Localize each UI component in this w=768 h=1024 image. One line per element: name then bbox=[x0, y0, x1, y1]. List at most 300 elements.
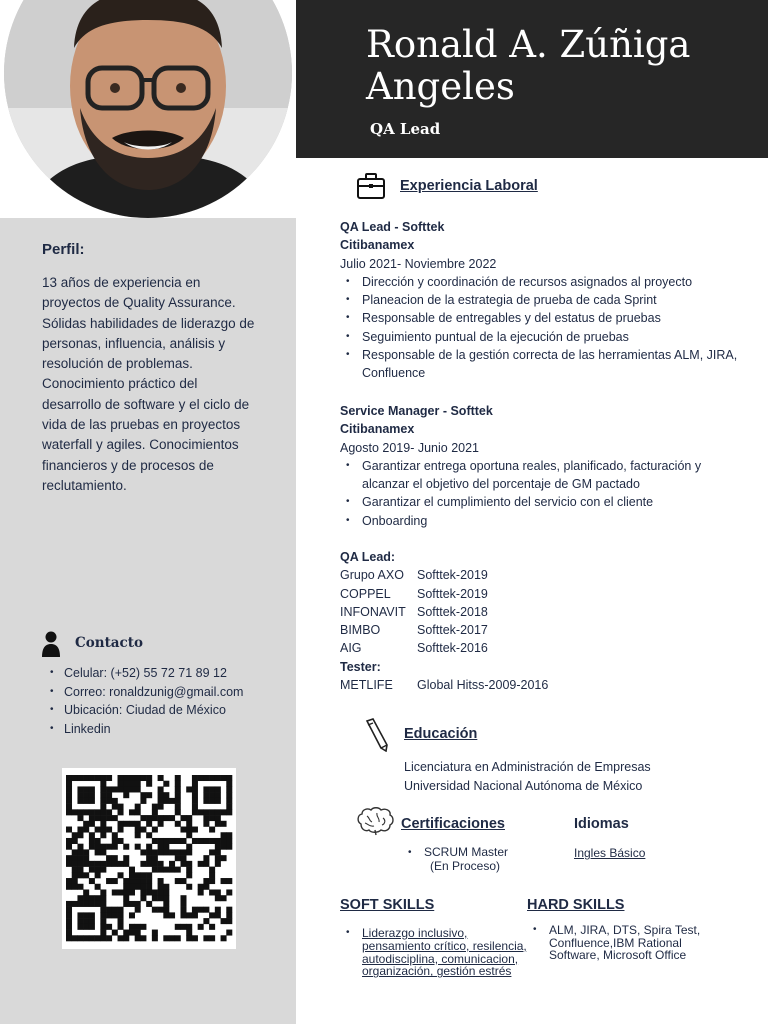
soft-skills-heading: SOFT SKILLS bbox=[340, 897, 435, 913]
qr-module bbox=[186, 861, 192, 867]
qr-module bbox=[198, 775, 204, 781]
qr-module bbox=[100, 775, 106, 781]
qr-module bbox=[129, 889, 135, 895]
qr-module bbox=[163, 849, 169, 855]
person-icon bbox=[41, 631, 61, 657]
qr-module bbox=[203, 786, 209, 792]
qr-module bbox=[118, 861, 124, 867]
qr-module bbox=[140, 872, 146, 878]
qr-module bbox=[77, 855, 83, 861]
qr-module bbox=[83, 918, 89, 924]
qr-module bbox=[66, 912, 72, 918]
qr-module bbox=[89, 821, 95, 827]
qr-module bbox=[77, 895, 83, 901]
qr-module bbox=[95, 809, 101, 815]
qr-module bbox=[135, 832, 141, 838]
qr-module bbox=[123, 821, 129, 827]
qr-module bbox=[158, 838, 164, 844]
qr-module bbox=[175, 855, 181, 861]
qr-module bbox=[198, 861, 204, 867]
certification-name: SCRUM Master bbox=[424, 845, 509, 859]
qr-module bbox=[146, 849, 152, 855]
qr-module bbox=[135, 907, 141, 913]
qr-module bbox=[152, 935, 158, 941]
job-2-client: Citibanamex bbox=[340, 422, 415, 437]
experience-heading: Experiencia Laboral bbox=[400, 178, 538, 194]
project-client: AIG bbox=[340, 641, 362, 656]
qr-module bbox=[129, 878, 135, 884]
qr-module bbox=[95, 884, 101, 890]
qr-module bbox=[123, 792, 129, 798]
table-row bbox=[340, 566, 740, 584]
qr-module bbox=[100, 832, 106, 838]
qr-module bbox=[163, 901, 169, 907]
qr-module bbox=[100, 798, 106, 804]
qr-module bbox=[169, 912, 175, 918]
pencil-icon bbox=[364, 718, 390, 752]
qr-module bbox=[198, 907, 204, 913]
qr-module bbox=[135, 781, 141, 787]
qr-module bbox=[135, 901, 141, 907]
qr-module bbox=[100, 821, 106, 827]
qr-module bbox=[72, 838, 78, 844]
qr-module bbox=[112, 798, 118, 804]
qr-module bbox=[215, 815, 221, 821]
qr-module bbox=[83, 821, 89, 827]
qr-module bbox=[135, 786, 141, 792]
qr-module bbox=[221, 935, 227, 941]
projects bbox=[340, 548, 740, 694]
qr-module bbox=[123, 895, 129, 901]
list-item: • Garantizar el cumplimiento del servicio con el cliente bbox=[340, 493, 740, 511]
qr-module bbox=[66, 935, 72, 941]
qr-module bbox=[72, 884, 78, 890]
qr-module bbox=[100, 861, 106, 867]
qr-module bbox=[226, 798, 232, 804]
qr-module bbox=[186, 872, 192, 878]
header-banner bbox=[296, 0, 768, 158]
qr-module bbox=[209, 786, 215, 792]
qr-module bbox=[77, 867, 83, 873]
qr-module bbox=[152, 838, 158, 844]
qr-module bbox=[77, 884, 83, 890]
qr-module bbox=[226, 889, 232, 895]
qr-module bbox=[83, 792, 89, 798]
qa-lead-label: QA Lead: bbox=[340, 550, 396, 564]
qr-module bbox=[146, 792, 152, 798]
table-row bbox=[340, 621, 740, 639]
qr-module bbox=[163, 907, 169, 913]
qr-module bbox=[163, 798, 169, 804]
project-detail: Softtek-2017 bbox=[417, 623, 488, 638]
qr-module bbox=[66, 798, 72, 804]
qr-module bbox=[175, 849, 181, 855]
list-item: • Onboarding bbox=[340, 512, 740, 530]
qr-module bbox=[118, 918, 124, 924]
qr-module bbox=[186, 935, 192, 941]
qr-module bbox=[192, 907, 198, 913]
qr-module bbox=[123, 855, 129, 861]
table-row bbox=[340, 603, 740, 621]
qr-module bbox=[180, 907, 186, 913]
qr-module bbox=[106, 827, 112, 833]
qr-module bbox=[175, 867, 181, 873]
qr-module bbox=[89, 792, 95, 798]
qr-module bbox=[175, 809, 181, 815]
qr-module bbox=[89, 844, 95, 850]
qr-module bbox=[66, 775, 72, 781]
qr-module bbox=[209, 872, 215, 878]
qr-module bbox=[198, 838, 204, 844]
qr-module bbox=[152, 815, 158, 821]
qr-module bbox=[95, 872, 101, 878]
qr-module bbox=[100, 918, 106, 924]
qr-module bbox=[140, 884, 146, 890]
project-detail: Softtek-2016 bbox=[417, 641, 488, 656]
project-client: METLIFE bbox=[340, 678, 393, 693]
qr-module bbox=[203, 935, 209, 941]
qr-module bbox=[215, 889, 221, 895]
contact-email[interactable]: • Correo: ronaldzunig@gmail.com bbox=[50, 683, 243, 702]
qr-code[interactable] bbox=[62, 768, 236, 949]
qr-module bbox=[140, 861, 146, 867]
qr-module bbox=[89, 895, 95, 901]
qr-module bbox=[129, 930, 135, 936]
qr-module bbox=[118, 912, 124, 918]
qr-module bbox=[192, 827, 198, 833]
qr-module bbox=[89, 901, 95, 907]
qr-module bbox=[140, 878, 146, 884]
qr-module bbox=[100, 781, 106, 787]
qr-module bbox=[112, 930, 118, 936]
qr-module bbox=[186, 786, 192, 792]
qr-module bbox=[100, 827, 106, 833]
qr-module bbox=[175, 821, 181, 827]
qr-module bbox=[203, 809, 209, 815]
profile-photo bbox=[4, 0, 292, 218]
qr-module bbox=[100, 815, 106, 821]
qr-module bbox=[83, 786, 89, 792]
qr-module bbox=[72, 775, 78, 781]
qr-module bbox=[100, 792, 106, 798]
qr-module bbox=[209, 838, 215, 844]
qr-module bbox=[140, 792, 146, 798]
qr-module bbox=[89, 786, 95, 792]
qr-module bbox=[175, 792, 181, 798]
qr-module bbox=[89, 924, 95, 930]
candidate-role: QA Lead bbox=[370, 120, 441, 138]
qr-module bbox=[112, 838, 118, 844]
qr-module bbox=[112, 804, 118, 810]
qr-module bbox=[123, 861, 129, 867]
qr-module bbox=[123, 884, 129, 890]
qr-module bbox=[77, 924, 83, 930]
qr-module bbox=[83, 809, 89, 815]
qr-module bbox=[95, 775, 101, 781]
qr-module bbox=[66, 878, 72, 884]
qr-module bbox=[66, 781, 72, 787]
qr-module bbox=[123, 889, 129, 895]
contact-location: • Ubicación: Ciudad de México bbox=[50, 701, 243, 720]
qr-module bbox=[226, 781, 232, 787]
list-item: • Responsable de entregables y del estatus de pruebas bbox=[340, 309, 740, 327]
qr-module bbox=[77, 809, 83, 815]
qr-module bbox=[106, 809, 112, 815]
qr-module bbox=[158, 895, 164, 901]
job-2-bullets bbox=[340, 457, 740, 530]
list-item: • Responsable de la gestión correcta de las herramientas ALM, JIRA, Confluence bbox=[340, 346, 740, 383]
qr-module bbox=[152, 804, 158, 810]
qr-module bbox=[203, 907, 209, 913]
qr-module bbox=[83, 889, 89, 895]
qr-module bbox=[169, 861, 175, 867]
qr-module bbox=[169, 867, 175, 873]
qr-module bbox=[169, 815, 175, 821]
qr-module bbox=[72, 935, 78, 941]
job-1-position: QA Lead - Softtek bbox=[340, 220, 445, 234]
qr-module bbox=[186, 884, 192, 890]
qr-module bbox=[123, 901, 129, 907]
qr-module bbox=[77, 872, 83, 878]
qr-module bbox=[215, 838, 221, 844]
qr-module bbox=[106, 815, 112, 821]
avatar-illustration bbox=[4, 0, 292, 218]
qr-module bbox=[66, 804, 72, 810]
qr-module bbox=[123, 775, 129, 781]
qr-module bbox=[72, 832, 78, 838]
qr-module bbox=[140, 815, 146, 821]
qr-module bbox=[152, 861, 158, 867]
qr-module bbox=[209, 775, 215, 781]
qr-module bbox=[146, 872, 152, 878]
qr-module bbox=[198, 884, 204, 890]
qr-module bbox=[77, 935, 83, 941]
qr-module bbox=[203, 878, 209, 884]
qr-module bbox=[146, 884, 152, 890]
qr-module bbox=[89, 918, 95, 924]
qr-module bbox=[146, 775, 152, 781]
qr-module bbox=[72, 901, 78, 907]
qr-module bbox=[226, 832, 232, 838]
qr-module bbox=[129, 912, 135, 918]
qr-module bbox=[83, 855, 89, 861]
qr-module bbox=[226, 786, 232, 792]
qr-module bbox=[106, 907, 112, 913]
qr-module bbox=[203, 792, 209, 798]
contact-heading: Contacto bbox=[75, 635, 144, 651]
qr-module bbox=[221, 878, 227, 884]
contact-list bbox=[50, 664, 243, 738]
job-2-position: Service Manager - Softtek bbox=[340, 404, 493, 418]
qr-module bbox=[140, 849, 146, 855]
qr-module bbox=[203, 918, 209, 924]
qr-module bbox=[100, 844, 106, 850]
qr-module bbox=[146, 832, 152, 838]
qr-module bbox=[186, 930, 192, 936]
qr-module bbox=[198, 889, 204, 895]
qr-module bbox=[175, 798, 181, 804]
qr-module bbox=[158, 786, 164, 792]
qr-module bbox=[129, 884, 135, 890]
qr-module bbox=[77, 844, 83, 850]
qr-module bbox=[123, 844, 129, 850]
qr-module bbox=[215, 849, 221, 855]
qr-module bbox=[192, 775, 198, 781]
qr-module bbox=[186, 832, 192, 838]
qr-module bbox=[221, 838, 227, 844]
qr-module bbox=[118, 872, 124, 878]
qr-module bbox=[175, 775, 181, 781]
qr-module bbox=[140, 775, 146, 781]
qr-module bbox=[140, 827, 146, 833]
qr-module bbox=[112, 815, 118, 821]
qr-module bbox=[72, 849, 78, 855]
qr-module bbox=[89, 838, 95, 844]
qr-module bbox=[209, 849, 215, 855]
qr-module bbox=[123, 786, 129, 792]
qr-module bbox=[152, 930, 158, 936]
qr-module bbox=[169, 838, 175, 844]
qr-module bbox=[215, 798, 221, 804]
qr-module bbox=[106, 861, 112, 867]
list-item: • Liderazgo inclusivo, pensamiento crítico, resilencia, autodisciplina, comunicacion, organización, gestión estrés bbox=[346, 927, 532, 978]
qr-module bbox=[215, 775, 221, 781]
qr-module bbox=[180, 912, 186, 918]
qr-module bbox=[215, 895, 221, 901]
qr-module bbox=[83, 895, 89, 901]
qr-module bbox=[226, 809, 232, 815]
job-1-client: Citibanamex bbox=[340, 238, 415, 253]
qr-module bbox=[77, 775, 83, 781]
qr-module bbox=[226, 792, 232, 798]
qr-module bbox=[158, 907, 164, 913]
qr-module bbox=[66, 786, 72, 792]
qr-module bbox=[100, 889, 106, 895]
qr-module bbox=[221, 895, 227, 901]
qr-module bbox=[118, 804, 124, 810]
qr-module bbox=[66, 844, 72, 850]
qr-module bbox=[66, 809, 72, 815]
qr-module bbox=[221, 775, 227, 781]
qr-module bbox=[163, 781, 169, 787]
qr-module bbox=[135, 872, 141, 878]
qr-module bbox=[192, 838, 198, 844]
qr-module bbox=[129, 867, 135, 873]
qr-module bbox=[209, 867, 215, 873]
qr-module bbox=[146, 815, 152, 821]
sidebar bbox=[0, 0, 296, 1024]
qr-module bbox=[129, 809, 135, 815]
qr-module bbox=[89, 798, 95, 804]
qr-module bbox=[112, 832, 118, 838]
project-detail: Softtek-2019 bbox=[417, 568, 488, 583]
qr-module bbox=[146, 855, 152, 861]
qr-module bbox=[89, 775, 95, 781]
language-value: Ingles Básico bbox=[574, 846, 646, 860]
qr-module bbox=[209, 912, 215, 918]
qr-module bbox=[152, 907, 158, 913]
qr-module bbox=[77, 918, 83, 924]
qr-module bbox=[169, 935, 175, 941]
qr-module bbox=[100, 930, 106, 936]
qr-module bbox=[209, 809, 215, 815]
qr-module bbox=[192, 792, 198, 798]
qr-module bbox=[112, 878, 118, 884]
qr-module bbox=[180, 838, 186, 844]
qr-module bbox=[77, 849, 83, 855]
qr-module bbox=[100, 895, 106, 901]
education-details bbox=[404, 758, 651, 796]
qr-module bbox=[129, 781, 135, 787]
qr-module bbox=[215, 855, 221, 861]
qr-module bbox=[66, 924, 72, 930]
profile-photo-area bbox=[0, 0, 296, 218]
qr-module bbox=[198, 924, 204, 930]
qr-module bbox=[186, 821, 192, 827]
qr-module bbox=[129, 775, 135, 781]
qr-module bbox=[135, 924, 141, 930]
qr-module bbox=[89, 935, 95, 941]
qr-module bbox=[100, 901, 106, 907]
qr-module bbox=[140, 889, 146, 895]
contact-linkedin[interactable]: • Linkedin bbox=[50, 720, 243, 739]
qr-module bbox=[163, 884, 169, 890]
qr-module bbox=[140, 924, 146, 930]
education-heading: Educación bbox=[404, 726, 478, 742]
soft-skills-list bbox=[346, 927, 532, 978]
qr-module bbox=[180, 878, 186, 884]
list-item bbox=[408, 846, 508, 873]
qr-module bbox=[146, 901, 152, 907]
qr-module bbox=[192, 798, 198, 804]
qr-module bbox=[186, 827, 192, 833]
qr-module bbox=[180, 827, 186, 833]
qr-module bbox=[135, 878, 141, 884]
certifications-list bbox=[408, 846, 508, 873]
qr-module bbox=[129, 924, 135, 930]
qr-module bbox=[95, 844, 101, 850]
qr-module bbox=[180, 895, 186, 901]
qr-module bbox=[209, 935, 215, 941]
qr-module bbox=[95, 861, 101, 867]
qr-module bbox=[118, 781, 124, 787]
qr-module bbox=[83, 912, 89, 918]
qr-module bbox=[118, 786, 124, 792]
qr-module bbox=[66, 907, 72, 913]
qr-module bbox=[175, 786, 181, 792]
qr-module bbox=[135, 935, 141, 941]
qr-module bbox=[83, 935, 89, 941]
qr-module bbox=[89, 912, 95, 918]
qr-module bbox=[215, 844, 221, 850]
qr-module bbox=[135, 804, 141, 810]
qr-module bbox=[158, 867, 164, 873]
qr-module bbox=[135, 827, 141, 833]
job-2-period: Agosto 2019- Junio 2021 bbox=[340, 440, 479, 455]
qr-module bbox=[118, 827, 124, 833]
qr-module bbox=[215, 786, 221, 792]
qr-module bbox=[77, 912, 83, 918]
qr-module bbox=[175, 838, 181, 844]
qr-module bbox=[226, 844, 232, 850]
qr-module bbox=[209, 815, 215, 821]
qr-module bbox=[66, 792, 72, 798]
qr-module bbox=[226, 907, 232, 913]
qr-module bbox=[118, 838, 124, 844]
list-item: • Seguimiento puntual de la ejecución de pruebas bbox=[340, 328, 740, 346]
qr-module bbox=[106, 792, 112, 798]
qr-module bbox=[66, 838, 72, 844]
